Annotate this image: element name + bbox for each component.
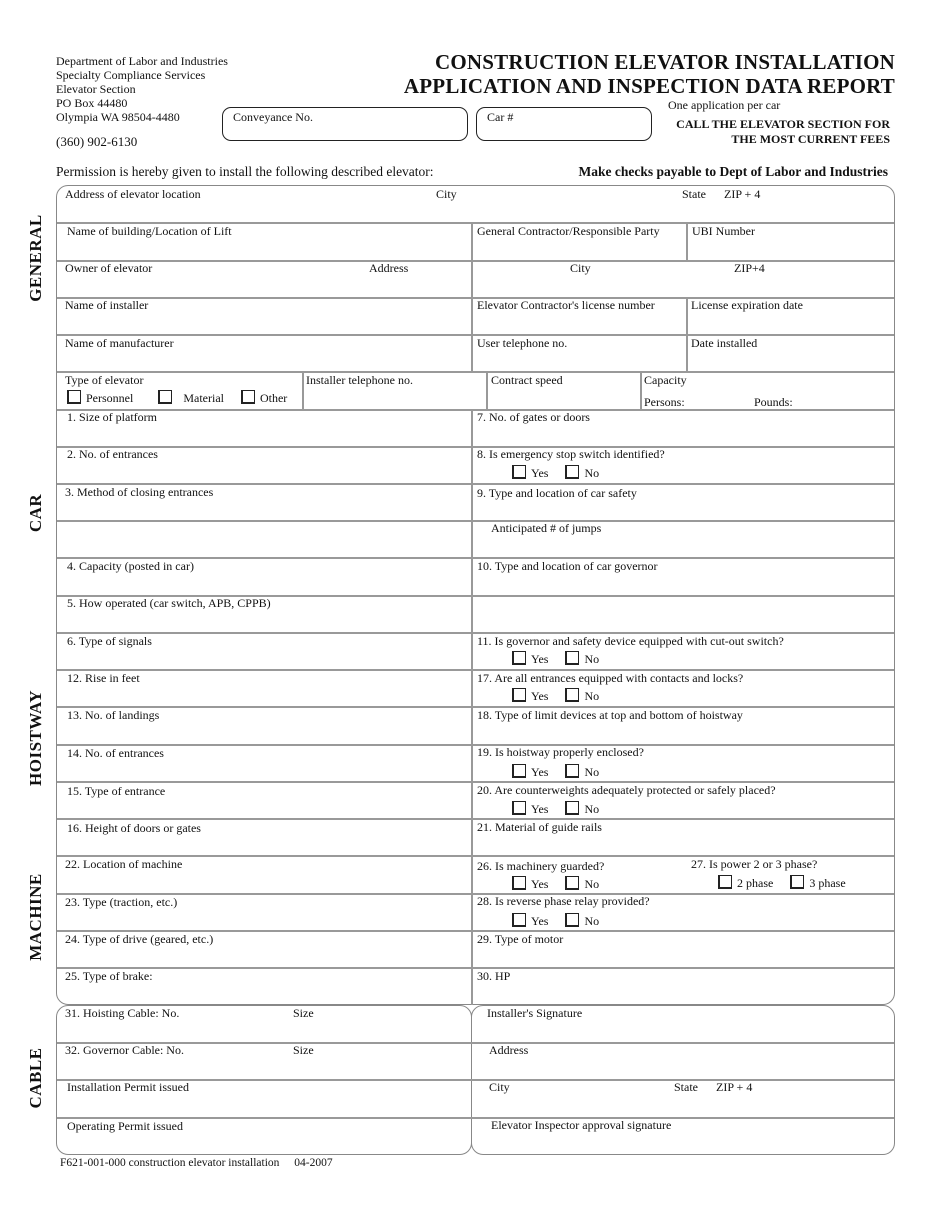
option-personnel[interactable]	[67, 391, 133, 405]
yes-label: Yes	[531, 765, 549, 779]
q20-no[interactable]	[565, 802, 599, 816]
label-owner-zip: ZIP+4	[734, 261, 765, 275]
label-inspector-signature: Elevator Inspector approval signature	[491, 1118, 672, 1132]
option-material-label: Material	[183, 391, 224, 405]
no-label: No	[584, 689, 600, 703]
section-name: Elevator Section	[56, 82, 136, 96]
q28-no[interactable]	[565, 914, 599, 928]
label-general-contractor: General Contractor/Responsible Party	[477, 224, 660, 238]
label-license-expiration: License expiration date	[691, 298, 803, 312]
car-q7: 7. No. of gates or doors	[477, 410, 590, 424]
q17-yes-no	[512, 688, 599, 704]
label-zip4: ZIP + 4	[724, 187, 761, 201]
q20-yes-no	[512, 801, 599, 817]
option-3-phase[interactable]	[790, 876, 845, 890]
city-state-zip: Olympia WA 98504-4480	[56, 110, 180, 124]
checkbox-icon[interactable]	[565, 876, 579, 890]
form-date: 04-2007	[294, 1157, 333, 1169]
label-installer-address: Address	[489, 1043, 529, 1057]
form-title	[404, 50, 895, 98]
q19-no[interactable]	[565, 765, 599, 779]
agency-phone: (360) 902-6130	[56, 134, 138, 149]
form-footer	[60, 1157, 333, 1169]
label-installation-permit: Installation Permit issued	[67, 1080, 189, 1094]
q11-yes-no	[512, 651, 599, 667]
label-operating-permit: Operating Permit issued	[67, 1119, 183, 1133]
cable-q31-size: Size	[293, 1006, 314, 1020]
label-capacity: Capacity	[644, 373, 687, 387]
car-jumps: Anticipated # of jumps	[491, 521, 602, 535]
label-pounds: Pounds:	[754, 395, 793, 409]
q11-no[interactable]	[565, 652, 599, 666]
yes-label: Yes	[531, 689, 549, 703]
q8-yes[interactable]	[512, 466, 548, 480]
label-installer-phone: Installer telephone no.	[306, 373, 413, 387]
yes-label: Yes	[531, 652, 549, 666]
cable-q31: 31. Hoisting Cable: No.	[65, 1006, 180, 1020]
hoistway-q19: 19. Is hoistway properly enclosed?	[477, 745, 644, 759]
label-manufacturer: Name of manufacturer	[65, 336, 174, 350]
checkbox-icon[interactable]	[512, 913, 526, 927]
label-persons: Persons:	[644, 395, 685, 409]
po-box: PO Box 44480	[56, 96, 128, 110]
car-number-label: Car #	[487, 110, 514, 124]
no-label: No	[584, 802, 600, 816]
label-installer-city: City	[489, 1080, 510, 1094]
yes-label: Yes	[531, 877, 549, 891]
car-number-field[interactable]	[476, 107, 652, 141]
label-owner-city: City	[570, 261, 591, 275]
yes-label: Yes	[531, 466, 549, 480]
machine-q28: 28. Is reverse phase relay provided?	[477, 894, 650, 908]
machine-q26: 26. Is machinery guarded?	[477, 859, 605, 873]
fees-note	[676, 117, 890, 147]
one-application-note: One application per car	[668, 98, 781, 112]
q26-yes[interactable]	[512, 877, 548, 891]
q19-yes[interactable]	[512, 765, 548, 779]
title-line-1: CONSTRUCTION ELEVATOR INSTALLATION	[435, 50, 895, 74]
elevator-type-options	[67, 390, 301, 406]
no-label: No	[584, 652, 600, 666]
q8-yes-no	[512, 465, 599, 481]
cable-q32: 32. Governor Cable: No.	[65, 1043, 184, 1057]
section-hoistway: HOISTWAY	[26, 690, 45, 786]
label-date-installed: Date installed	[691, 336, 758, 350]
phase3-label: 3 phase	[809, 876, 846, 890]
checkbox-icon[interactable]	[512, 688, 526, 702]
checkbox-icon[interactable]	[565, 688, 579, 702]
option-other[interactable]	[241, 391, 287, 405]
label-installer-signature: Installer's Signature	[487, 1006, 583, 1020]
machine-q22: 22. Location of machine	[65, 857, 183, 871]
phase2-label: 2 phase	[737, 876, 774, 890]
car-q8: 8. Is emergency stop switch identified?	[477, 447, 665, 461]
title-line-2: APPLICATION AND INSPECTION DATA REPORT	[403, 74, 895, 98]
hoistway-q15: 15. Type of entrance	[67, 784, 166, 798]
label-installer-state: State	[674, 1080, 698, 1094]
checkbox-icon[interactable]	[718, 875, 732, 889]
machine-q30: 30. HP	[477, 969, 511, 983]
hoistway-q16: 16. Height of doors or gates	[67, 821, 201, 835]
agency-address	[56, 54, 228, 124]
machine-q24: 24. Type of drive (geared, etc.)	[65, 932, 214, 946]
conveyance-no-label: Conveyance No.	[233, 110, 313, 124]
cable-q32-size: Size	[293, 1043, 314, 1057]
q19-yes-no	[512, 764, 599, 780]
machine-q27: 27. Is power 2 or 3 phase?	[691, 857, 818, 871]
q17-yes[interactable]	[512, 689, 548, 703]
checkbox-icon[interactable]	[565, 651, 579, 665]
label-type-of-elevator: Type of elevator	[65, 373, 144, 387]
checkbox-icon[interactable]	[67, 390, 81, 404]
checkbox-icon[interactable]	[512, 764, 526, 778]
option-2-phase[interactable]	[718, 876, 773, 890]
checkbox-icon[interactable]	[512, 465, 526, 479]
no-label: No	[584, 765, 600, 779]
section-machine: MACHINE	[26, 873, 45, 961]
q26-yes-no	[512, 876, 599, 892]
hoistway-q14: 14. No. of entrances	[67, 746, 164, 760]
no-label: No	[584, 914, 600, 928]
section-car: CAR	[26, 493, 45, 533]
section-general: GENERAL	[26, 214, 45, 302]
no-label: No	[584, 877, 600, 891]
checkbox-icon[interactable]	[790, 875, 804, 889]
hoistway-q18: 18. Type of limit devices at top and bottom of hoistway	[477, 708, 743, 722]
label-contractor-license: Elevator Contractor's license number	[477, 298, 655, 312]
q26-no[interactable]	[565, 877, 599, 891]
car-q4: 4. Capacity (posted in car)	[67, 559, 194, 573]
label-installer-zip: ZIP + 4	[716, 1080, 753, 1094]
label-owner-address: Address	[369, 261, 409, 275]
machine-q25: 25. Type of brake:	[65, 969, 153, 983]
machine-q29: 29. Type of motor	[477, 932, 564, 946]
q27-phase-options	[718, 875, 846, 891]
car-q1: 1. Size of platform	[67, 410, 157, 424]
label-city: City	[436, 187, 457, 201]
form-number: F621-001-000 construction elevator installation	[60, 1157, 280, 1169]
fees-note-line-2: THE MOST CURRENT FEES	[731, 132, 890, 146]
label-owner: Owner of elevator	[65, 261, 153, 275]
checkbox-icon[interactable]	[512, 651, 526, 665]
q28-yes[interactable]	[512, 914, 548, 928]
yes-label: Yes	[531, 802, 549, 816]
q20-yes[interactable]	[512, 802, 548, 816]
checkbox-icon[interactable]	[565, 465, 579, 479]
car-q9: 9. Type and location of car safety	[477, 486, 637, 500]
checkbox-icon[interactable]	[241, 390, 255, 404]
car-q5: 5. How operated (car switch, APB, CPPB)	[67, 596, 271, 610]
label-installer-name: Name of installer	[65, 298, 149, 312]
checkbox-icon[interactable]	[565, 913, 579, 927]
label-building-name: Name of building/Location of Lift	[67, 224, 232, 238]
option-material[interactable]	[158, 391, 224, 405]
department: Department of Labor and Industries	[56, 54, 228, 68]
hoistway-q20: 20. Are counterweights adequately protected or safely placed?	[477, 783, 776, 797]
label-ubi: UBI Number	[692, 224, 755, 238]
option-other-label: Other	[259, 391, 288, 405]
car-q10: 10. Type and location of car governor	[477, 559, 658, 573]
checkbox-icon[interactable]	[565, 801, 579, 815]
hoistway-q13: 13. No. of landings	[67, 708, 160, 722]
option-personnel-label: Personnel	[86, 391, 134, 405]
checks-payable-text: Make checks payable to Dept of Labor and Industries	[578, 164, 888, 179]
yes-label: Yes	[531, 914, 549, 928]
car-q3: 3. Method of closing entrances	[65, 485, 214, 499]
hoistway-q21: 21. Material of guide rails	[477, 820, 602, 834]
car-q11: 11. Is governor and safety device equipped with cut-out switch?	[477, 634, 784, 648]
machine-q23: 23. Type (traction, etc.)	[65, 895, 178, 909]
permission-text: Permission is hereby given to install the following described elevator:	[56, 164, 434, 179]
section-cable: CABLE	[26, 1047, 45, 1109]
q28-yes-no	[512, 913, 599, 929]
checkbox-icon[interactable]	[512, 876, 526, 890]
car-q2: 2. No. of entrances	[67, 447, 158, 461]
q17-no[interactable]	[565, 689, 599, 703]
label-address-location: Address of elevator location	[65, 187, 201, 201]
car-q6: 6. Type of signals	[67, 634, 152, 648]
q11-yes[interactable]	[512, 652, 548, 666]
no-label: No	[584, 466, 600, 480]
hoistway-q12: 12. Rise in feet	[67, 671, 140, 685]
q8-no[interactable]	[565, 466, 599, 480]
label-contract-speed: Contract speed	[491, 373, 563, 387]
checkbox-icon[interactable]	[512, 801, 526, 815]
label-user-phone: User telephone no.	[477, 336, 568, 350]
conveyance-no-field[interactable]	[222, 107, 468, 141]
hoistway-q17: 17. Are all entrances equipped with contacts and locks?	[477, 671, 744, 685]
service: Specialty Compliance Services	[56, 68, 206, 82]
label-state: State	[682, 187, 706, 201]
fees-note-line-1: CALL THE ELEVATOR SECTION FOR	[676, 117, 890, 131]
checkbox-icon[interactable]	[565, 764, 579, 778]
checkbox-icon[interactable]	[158, 390, 172, 404]
